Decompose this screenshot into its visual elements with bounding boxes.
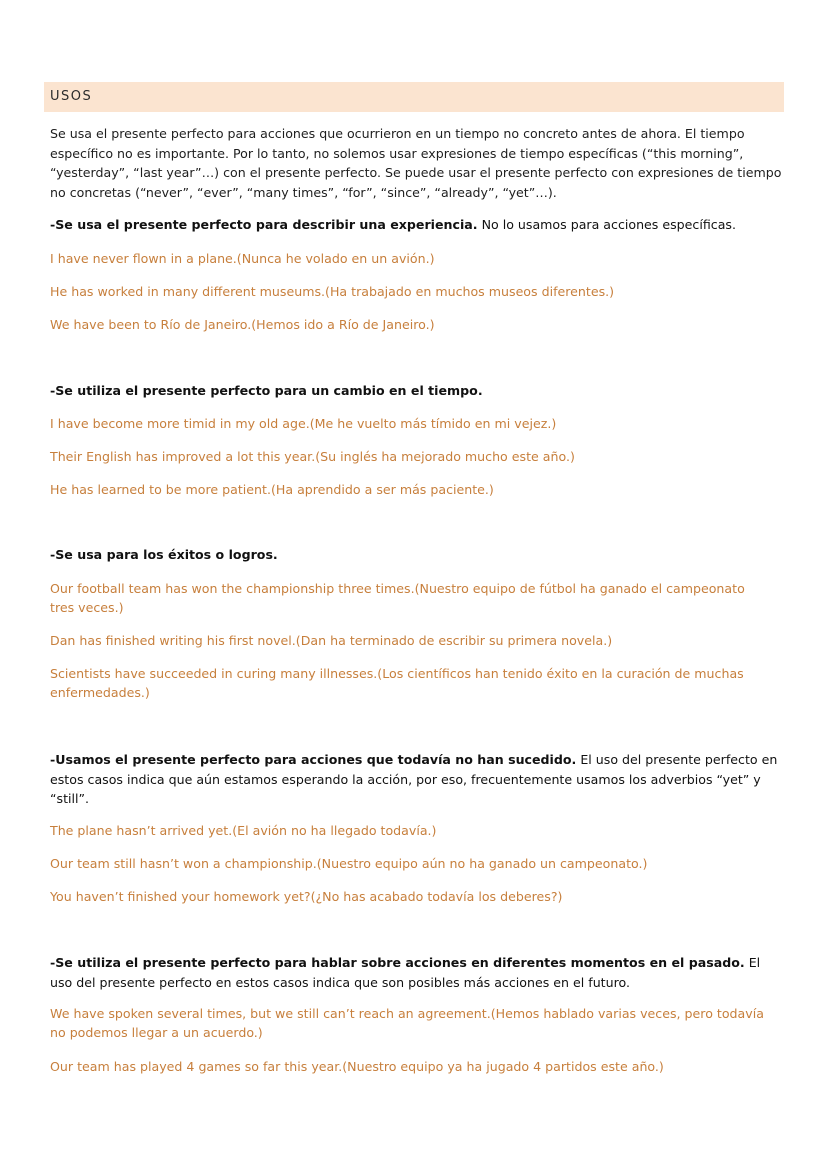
section-heading — [50, 215, 785, 235]
section-heading — [50, 381, 785, 401]
example-sentence: Scientists have succeeded in curing many illnesses.(Los científicos han tenido éxito en la curación de muchas enfermedades.) — [50, 666, 744, 700]
intro-paragraph: Se usa el presente perfecto para acciones que ocurrieron en un tiempo no concreto antes de ahora. El tiempo específico no es importante. Por lo tanto, no solemos usar expresiones de tiempo específicas (“this morning”, “yesterday”, “last year”…) con el presente perfecto. Se puede usar el presente perfecto con expresiones de tiempo no concretas (“never”, “ever”, “many times”, “for”, “since”, “already”, “yet”…). — [50, 126, 782, 200]
example-sentence: Our football team has won the championship three times.(Nuestro equipo de fútbol ha ganado el campeonato tres veces.) — [50, 581, 745, 615]
example-sentence: Dan has finished writing his first novel.(Dan ha terminado de escribir su primera novela.) — [50, 633, 613, 648]
section-heading-bold: -Se utiliza el presente perfecto para un cambio en el tiempo. — [50, 383, 483, 398]
section-heading-bold: -Usamos el presente perfecto para acciones que todavía no han sucedido. — [50, 752, 577, 767]
section-heading-text: El uso del presente perfecto en estos casos indica que aún estamos esperando la acción, por eso, frecuentemente usamos los adverbios “yet” y “still”. — [50, 752, 778, 806]
section-header-bar — [44, 82, 784, 112]
example-sentence: Their English has improved a lot this year.(Su inglés ha mejorado mucho este año.) — [50, 449, 575, 464]
section-heading-text: El uso del presente perfecto en estos casos indica que son posibles más acciones en el futuro. — [50, 955, 761, 990]
example-sentence: He has learned to be more patient.(Ha aprendido a ser más paciente.) — [50, 482, 494, 497]
section-heading — [50, 545, 785, 565]
section-heading-bold: -Se usa el presente perfecto para describir una experiencia. — [50, 217, 478, 232]
section-heading-text: No lo usamos para acciones específicas. — [477, 217, 736, 232]
section-heading — [50, 953, 785, 992]
section-heading-bold: -Se utiliza el presente perfecto para hablar sobre acciones en diferentes momentos en el pasado. — [50, 955, 745, 970]
example-sentence: Our team has played 4 games so far this year.(Nuestro equipo ya ha jugado 4 partidos este año.) — [50, 1059, 664, 1074]
section-heading — [50, 750, 785, 809]
example-sentence: Our team still hasn’t won a championship.(Nuestro equipo aún no ha ganado un campeonato.) — [50, 856, 648, 871]
example-sentence: He has worked in many different museums.(Ha trabajado en muchos museos diferentes.) — [50, 284, 615, 299]
example-sentence: I have become more timid in my old age.(Me he vuelto más tímido en mi vejez.) — [50, 416, 557, 431]
example-sentence: You haven’t finished your homework yet?(¿No has acabado todavía los deberes?) — [50, 889, 563, 904]
example-sentence: We have been to Río de Janeiro.(Hemos ido a Río de Janeiro.) — [50, 317, 435, 332]
section-title: USOS — [50, 89, 93, 104]
example-sentence: The plane hasn’t arrived yet.(El avión no ha llegado todavía.) — [50, 823, 437, 838]
example-sentence: I have never flown in a plane.(Nunca he volado en un avión.) — [50, 251, 435, 266]
section-heading-bold: -Se usa para los éxitos o logros. — [50, 547, 278, 562]
example-sentence: We have spoken several times, but we still can’t reach an agreement.(Hemos hablado varias veces, pero todavía no podemos llegar a un acuerdo.) — [50, 1006, 764, 1040]
